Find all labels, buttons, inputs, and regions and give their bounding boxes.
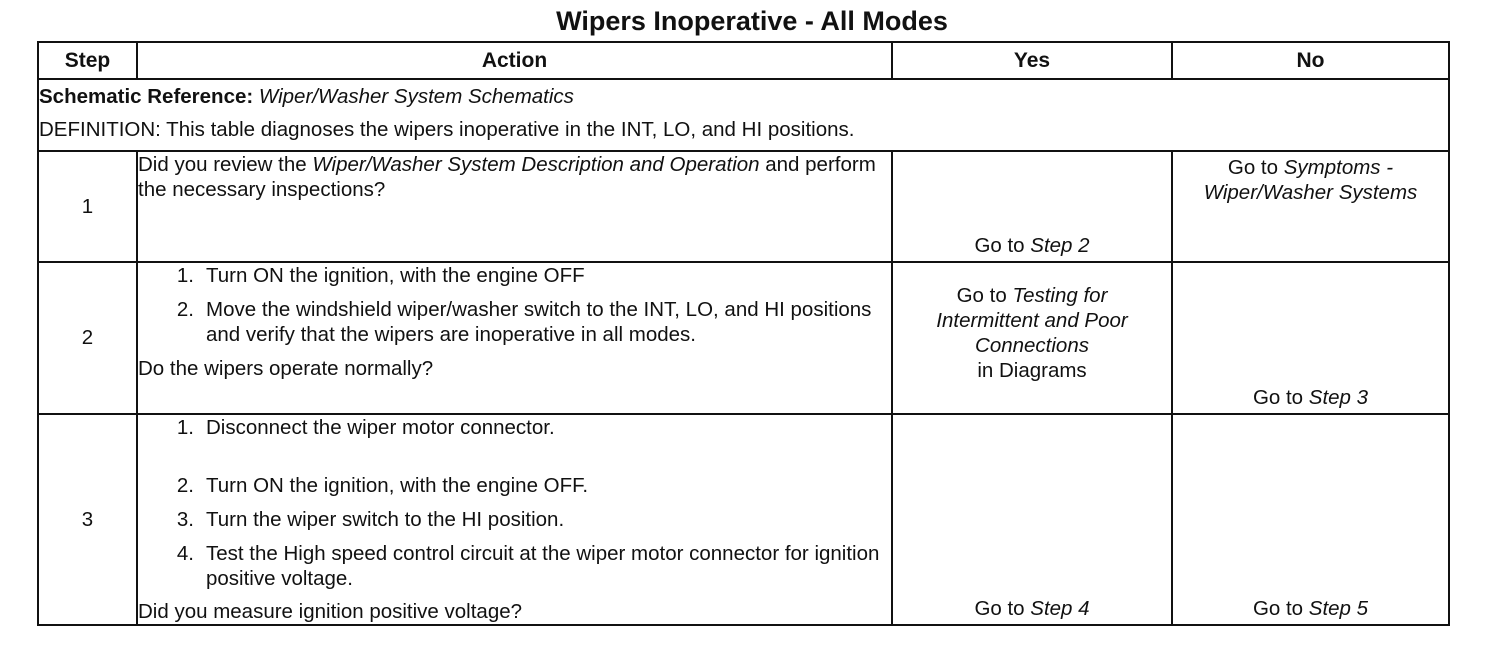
no-cell: Go to Step 5 [1172, 414, 1449, 625]
no-link[interactable]: Symptoms - Wiper/Washer Systems [1203, 156, 1418, 204]
list-item: 1. Turn ON the ignition, with the engine OFF [176, 264, 585, 287]
yes-link[interactable]: Step 4 [1030, 597, 1090, 620]
table-row [38, 414, 1449, 625]
no-cell: Go to Step 3 [1172, 262, 1449, 414]
step-number: 3 [38, 414, 137, 625]
page-title: Wipers Inoperative - All Modes [556, 6, 948, 36]
yes-cell: Go to Testing for Intermittent and Poor Connections in Diagrams [892, 262, 1172, 414]
action-cell: Did you review the Wiper/Washer System Description and Operation and perform the necessary inspections? [137, 151, 892, 262]
no-cell: Go to Symptoms - Wiper/Washer Systems [1172, 151, 1449, 262]
no-link[interactable]: Step 3 [1308, 386, 1369, 409]
list-item: 3. Turn the wiper switch to the HI position. [176, 508, 565, 531]
header-no: No [1172, 42, 1449, 79]
list-item: 2. Move the windshield wiper/washer switch to the INT, LO, and HI positions and verify that the wipers are inoperative in all modes. [176, 298, 872, 346]
list-item: 4. Test the High speed control circuit at the wiper motor connector for ignition positive voltage. [176, 542, 880, 590]
list-item: 1. Disconnect the wiper motor connector. [176, 416, 555, 439]
header-row [38, 42, 1449, 79]
yes-link[interactable]: Testing for Intermittent and Poor Connections [936, 284, 1128, 357]
action-cell [137, 414, 892, 625]
question-text: Do the wipers operate normally? [138, 357, 434, 380]
step-number: 1 [38, 151, 137, 262]
table-row [38, 151, 1449, 262]
list-item: 2. Turn ON the ignition, with the engine OFF. [176, 474, 589, 497]
header-yes: Yes [892, 42, 1172, 79]
schematic-reference-link[interactable]: Wiper/Washer System Schematics [258, 85, 574, 108]
action-cell [137, 262, 892, 414]
yes-cell: Go to Step 2 [892, 151, 1172, 262]
yes-cell: Go to Step 4 [892, 414, 1172, 625]
header-action: Action [137, 42, 892, 79]
reference-row [38, 79, 1449, 151]
yes-link[interactable]: Step 2 [1030, 234, 1090, 257]
table-row [38, 262, 1449, 414]
step-number: 2 [38, 262, 137, 414]
header-step: Step [38, 42, 137, 79]
schematic-reference-label: Schematic Reference: [39, 85, 254, 108]
definition-text: DEFINITION: This table diagnoses the wipers inoperative in the INT, LO, and HI positions. [39, 118, 855, 141]
diagnostic-table [37, 41, 1450, 626]
question-text: Did you measure ignition positive voltage? [138, 600, 523, 623]
schematic-reference [39, 80, 1448, 113]
no-link[interactable]: Step 5 [1308, 597, 1369, 620]
description-link[interactable]: Wiper/Washer System Description and Operation [312, 153, 760, 176]
